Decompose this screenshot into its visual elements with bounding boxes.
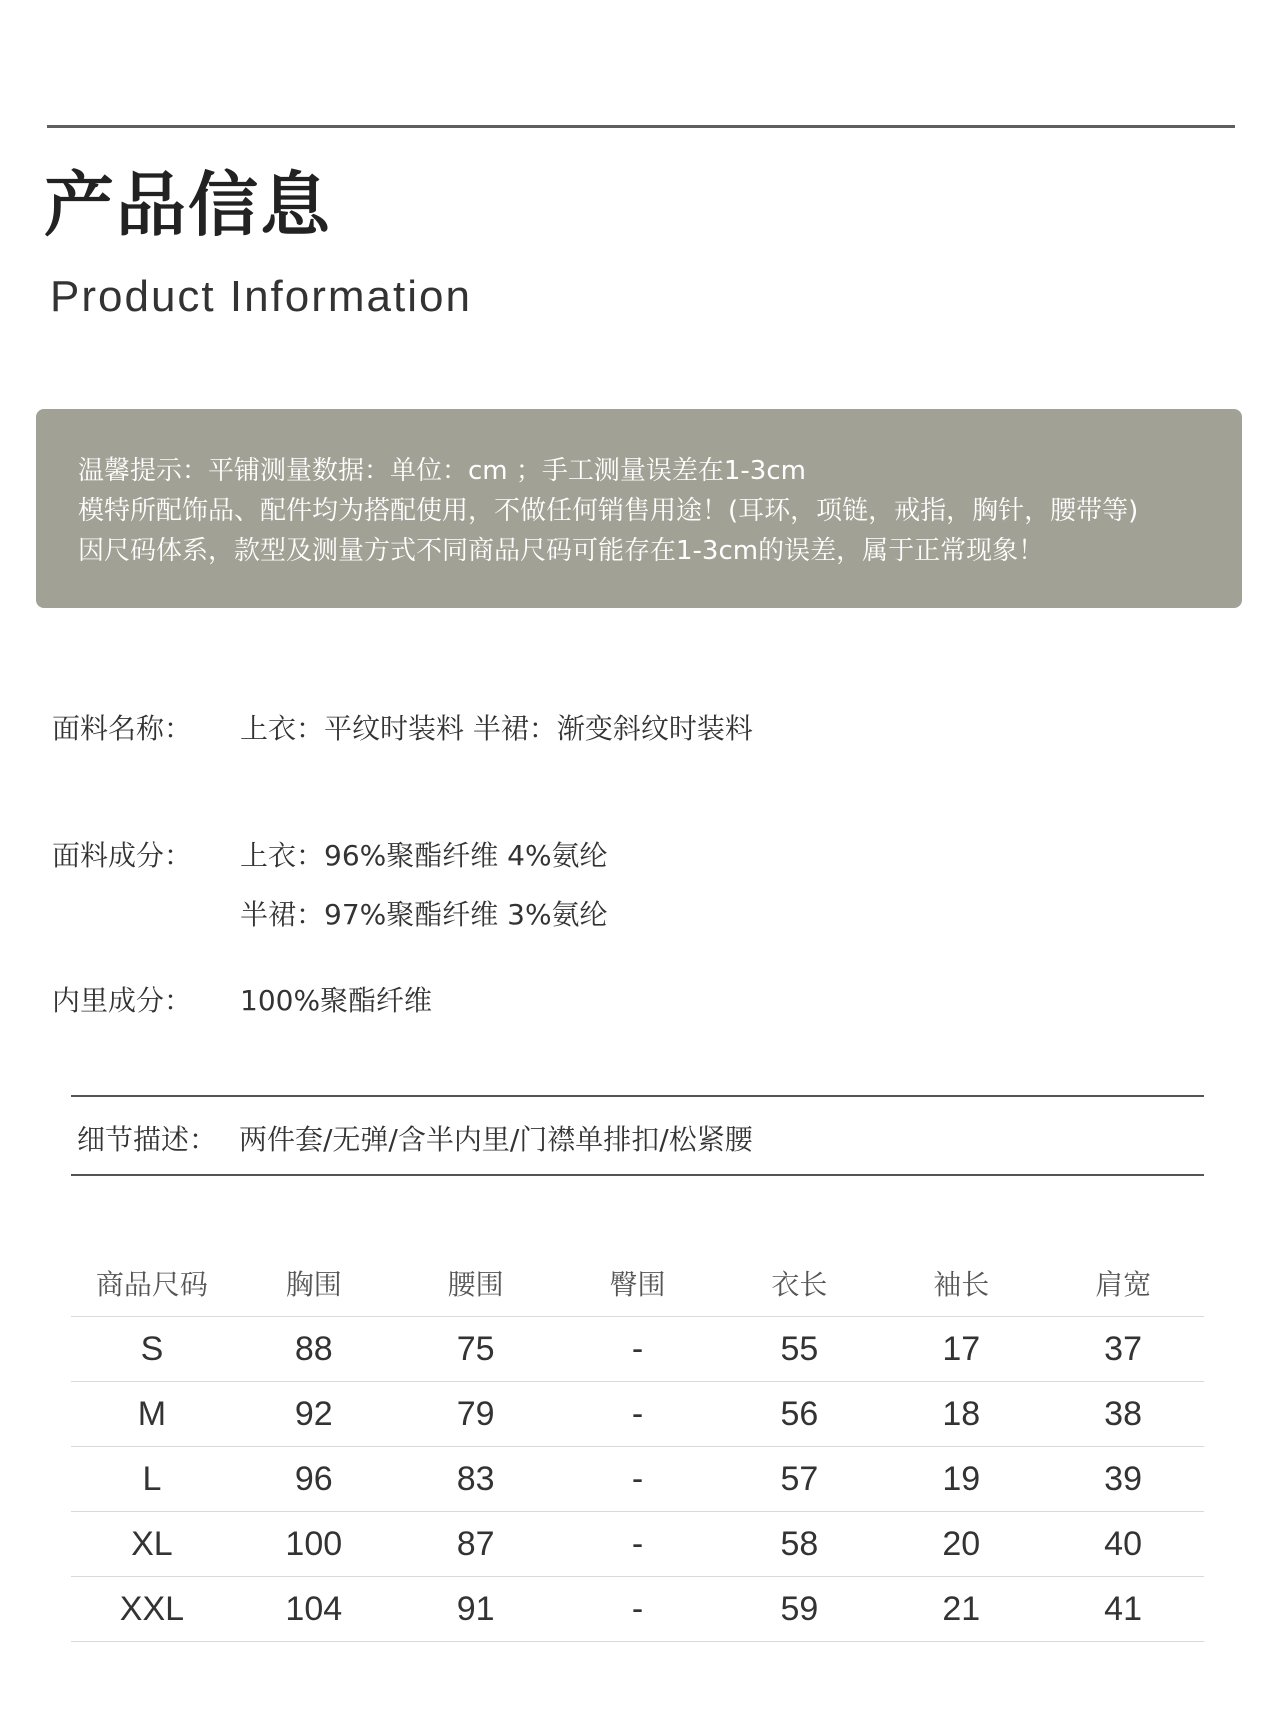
header-cell: 肩宽 [1095, 1268, 1152, 1301]
table-row [71, 1577, 1204, 1642]
table-cell: M [137, 1394, 167, 1433]
table-cell: 83 [456, 1459, 495, 1498]
table-cell: XL [131, 1524, 173, 1563]
detail-bottom-divider [71, 1174, 1204, 1176]
table-cell: 39 [1104, 1459, 1142, 1498]
notice-line: 因尺码体系，款型及测量方式不同商品尺码可能存在1-3cm的误差，属于正常现象！ [78, 536, 1045, 566]
table-cell: 57 [780, 1459, 819, 1498]
table-cell: 87 [456, 1524, 495, 1563]
lining-value: 100%聚酯纤维 [240, 984, 433, 1017]
fabric-composition-skirt: 半裙：97%聚酯纤维 3%氨纶 [240, 898, 608, 931]
table-cell: 91 [456, 1589, 495, 1628]
table-cell: 18 [942, 1394, 981, 1433]
table-cell: - [631, 1394, 644, 1433]
notice-line: 模特所配饰品、配件均为搭配使用，不做任何销售用途！(耳环，项链，戒指，胸针，腰带等) [78, 496, 1139, 526]
table-cell: 104 [285, 1589, 343, 1628]
table-cell: 59 [780, 1589, 819, 1628]
table-cell: - [631, 1329, 644, 1368]
table-cell: - [631, 1589, 644, 1628]
notice-box [36, 409, 1242, 608]
page-subtitle: Product Information [50, 272, 472, 321]
header-cell: 袖长 [933, 1268, 990, 1301]
table-cell: 75 [456, 1329, 495, 1368]
table-row [71, 1382, 1204, 1447]
header-cell: 胸围 [285, 1268, 342, 1301]
header-cell: 腰围 [447, 1268, 504, 1301]
header-cell: 衣长 [771, 1268, 828, 1301]
lining-label: 内里成分： [52, 984, 193, 1017]
table-row [71, 1317, 1204, 1382]
table-cell: 96 [294, 1459, 333, 1498]
fabric-composition-top: 上衣：96%聚酯纤维 4%氨纶 [240, 839, 608, 872]
table-cell: 41 [1104, 1589, 1142, 1628]
fabric-composition-label: 面料成分： [52, 839, 193, 872]
header-cell: 臀围 [609, 1268, 666, 1301]
table-cell: 19 [942, 1459, 981, 1498]
table-cell: 21 [942, 1589, 981, 1628]
table-cell: 37 [1104, 1329, 1142, 1368]
table-cell: 55 [780, 1329, 819, 1368]
table-cell: 79 [456, 1394, 495, 1433]
table-cell: 56 [780, 1394, 819, 1433]
table-cell: 17 [942, 1329, 981, 1368]
header-cell: 商品尺码 [95, 1268, 208, 1301]
detail-label: 细节描述： [77, 1123, 218, 1156]
table-cell: 100 [285, 1524, 343, 1563]
table-row [71, 1512, 1204, 1577]
table-cell: S [140, 1329, 164, 1368]
size-table [71, 1250, 1204, 1642]
table-cell: 88 [294, 1329, 333, 1368]
table-cell: 58 [780, 1524, 819, 1563]
detail-row [77, 1118, 753, 1158]
table-cell: 20 [942, 1524, 981, 1563]
table-cell: - [631, 1459, 644, 1498]
table-cell: 38 [1104, 1394, 1142, 1433]
table-cell: XXL [119, 1589, 185, 1628]
size-table-header [71, 1250, 1204, 1317]
detail-value: 两件套/无弹/含半内里/门襟单排扣/松紧腰 [239, 1123, 753, 1156]
fabric-name-value: 上衣：平纹时装料 半裙：渐变斜纹时装料 [240, 712, 753, 745]
table-cell: 40 [1104, 1524, 1142, 1563]
notice-line: 温馨提示：平铺测量数据：单位：cm ；手工测量误差在1-3cm [78, 456, 806, 486]
table-row [71, 1447, 1204, 1512]
top-divider [47, 125, 1235, 128]
page-title: 产品信息 [44, 164, 332, 246]
detail-top-divider [71, 1095, 1204, 1097]
table-cell: L [142, 1459, 162, 1498]
table-cell: 92 [294, 1394, 333, 1433]
table-cell: - [631, 1524, 644, 1563]
fabric-name-label: 面料名称： [52, 712, 193, 745]
